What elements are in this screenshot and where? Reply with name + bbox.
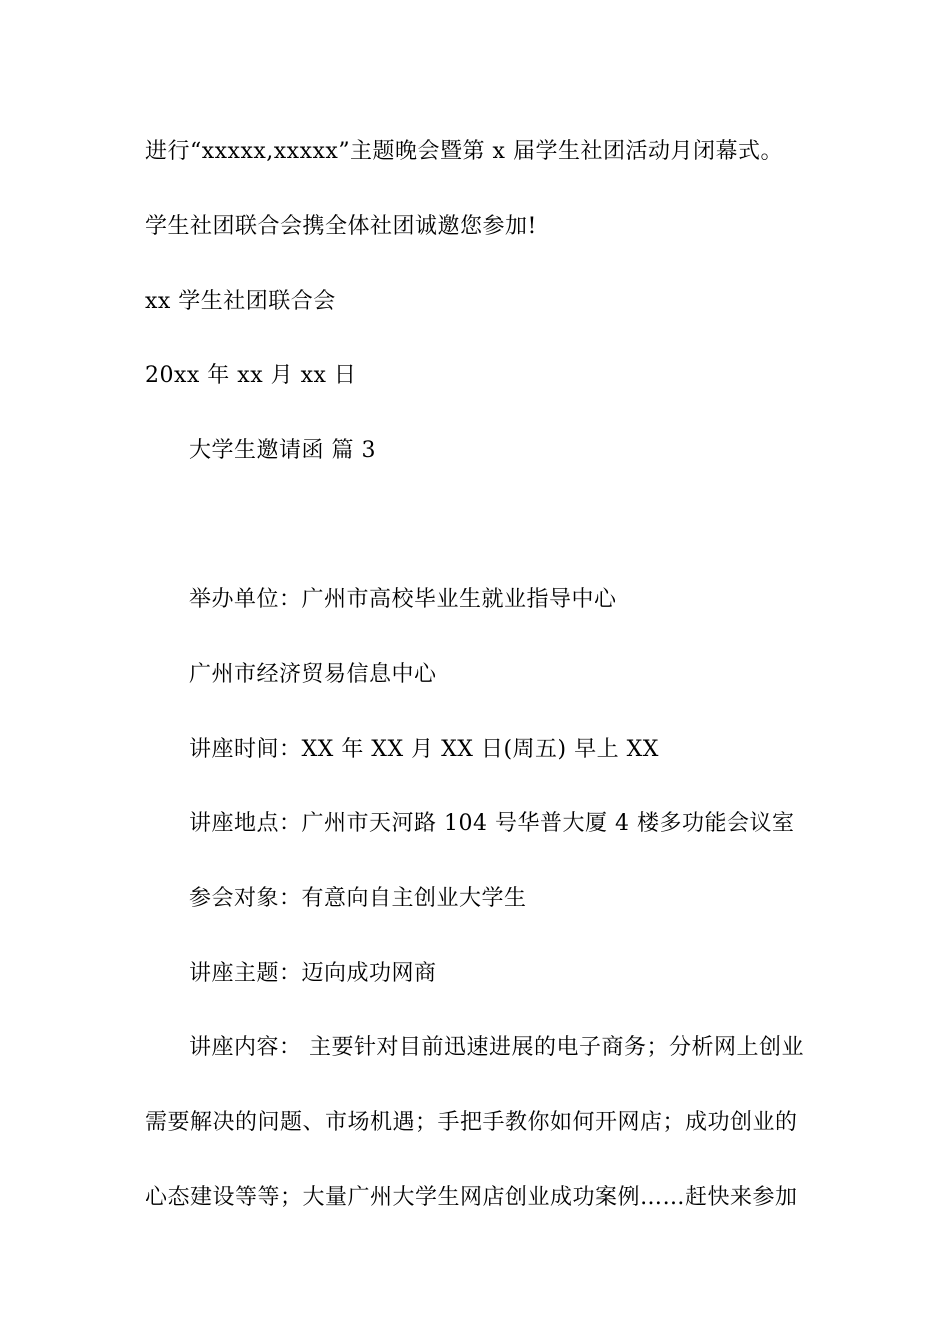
lecture-topic-line: 讲座主题：迈向成功网商 — [189, 961, 437, 986]
co-host-line: 广州市经济贸易信息中心 — [189, 662, 437, 687]
host-unit-line: 举办单位：广州市高校毕业生就业指导中心 — [189, 587, 617, 612]
lecture-location-line: 讲座地点：广州市天河路 104 号华普大厦 4 楼多功能会议室 — [189, 811, 795, 836]
section-heading: 大学生邀请函 篇 3 — [189, 438, 376, 463]
lecture-content-continued: 需要解决的问题、市场机遇；手把手教你如何开网店；成功创业的 — [145, 1110, 798, 1135]
organizer-signature: xx 学生社团联合会 — [145, 289, 336, 314]
date-line: 20xx 年 xx 月 xx 日 — [145, 363, 357, 388]
lecture-time-line: 讲座时间：XX 年 XX 月 XX 日(周五) 早上 XX — [189, 737, 659, 762]
lecture-content-line: 讲座内容： 主要针对目前迅速进展的电子商务；分析网上创业 — [189, 1035, 804, 1060]
invitation-line: 学生社团联合会携全体社团诚邀您参加! — [145, 214, 537, 239]
closing-ceremony-line: 进行“xxxxx,xxxxx”主题晚会暨第 x 届学生社团活动月闭幕式。 — [145, 139, 783, 164]
audience-line: 参会对象：有意向自主创业大学生 — [189, 886, 527, 911]
lecture-content-continued: 心态建设等等；大量广州大学生网店创业成功案例……赶快来参加 — [145, 1185, 798, 1210]
